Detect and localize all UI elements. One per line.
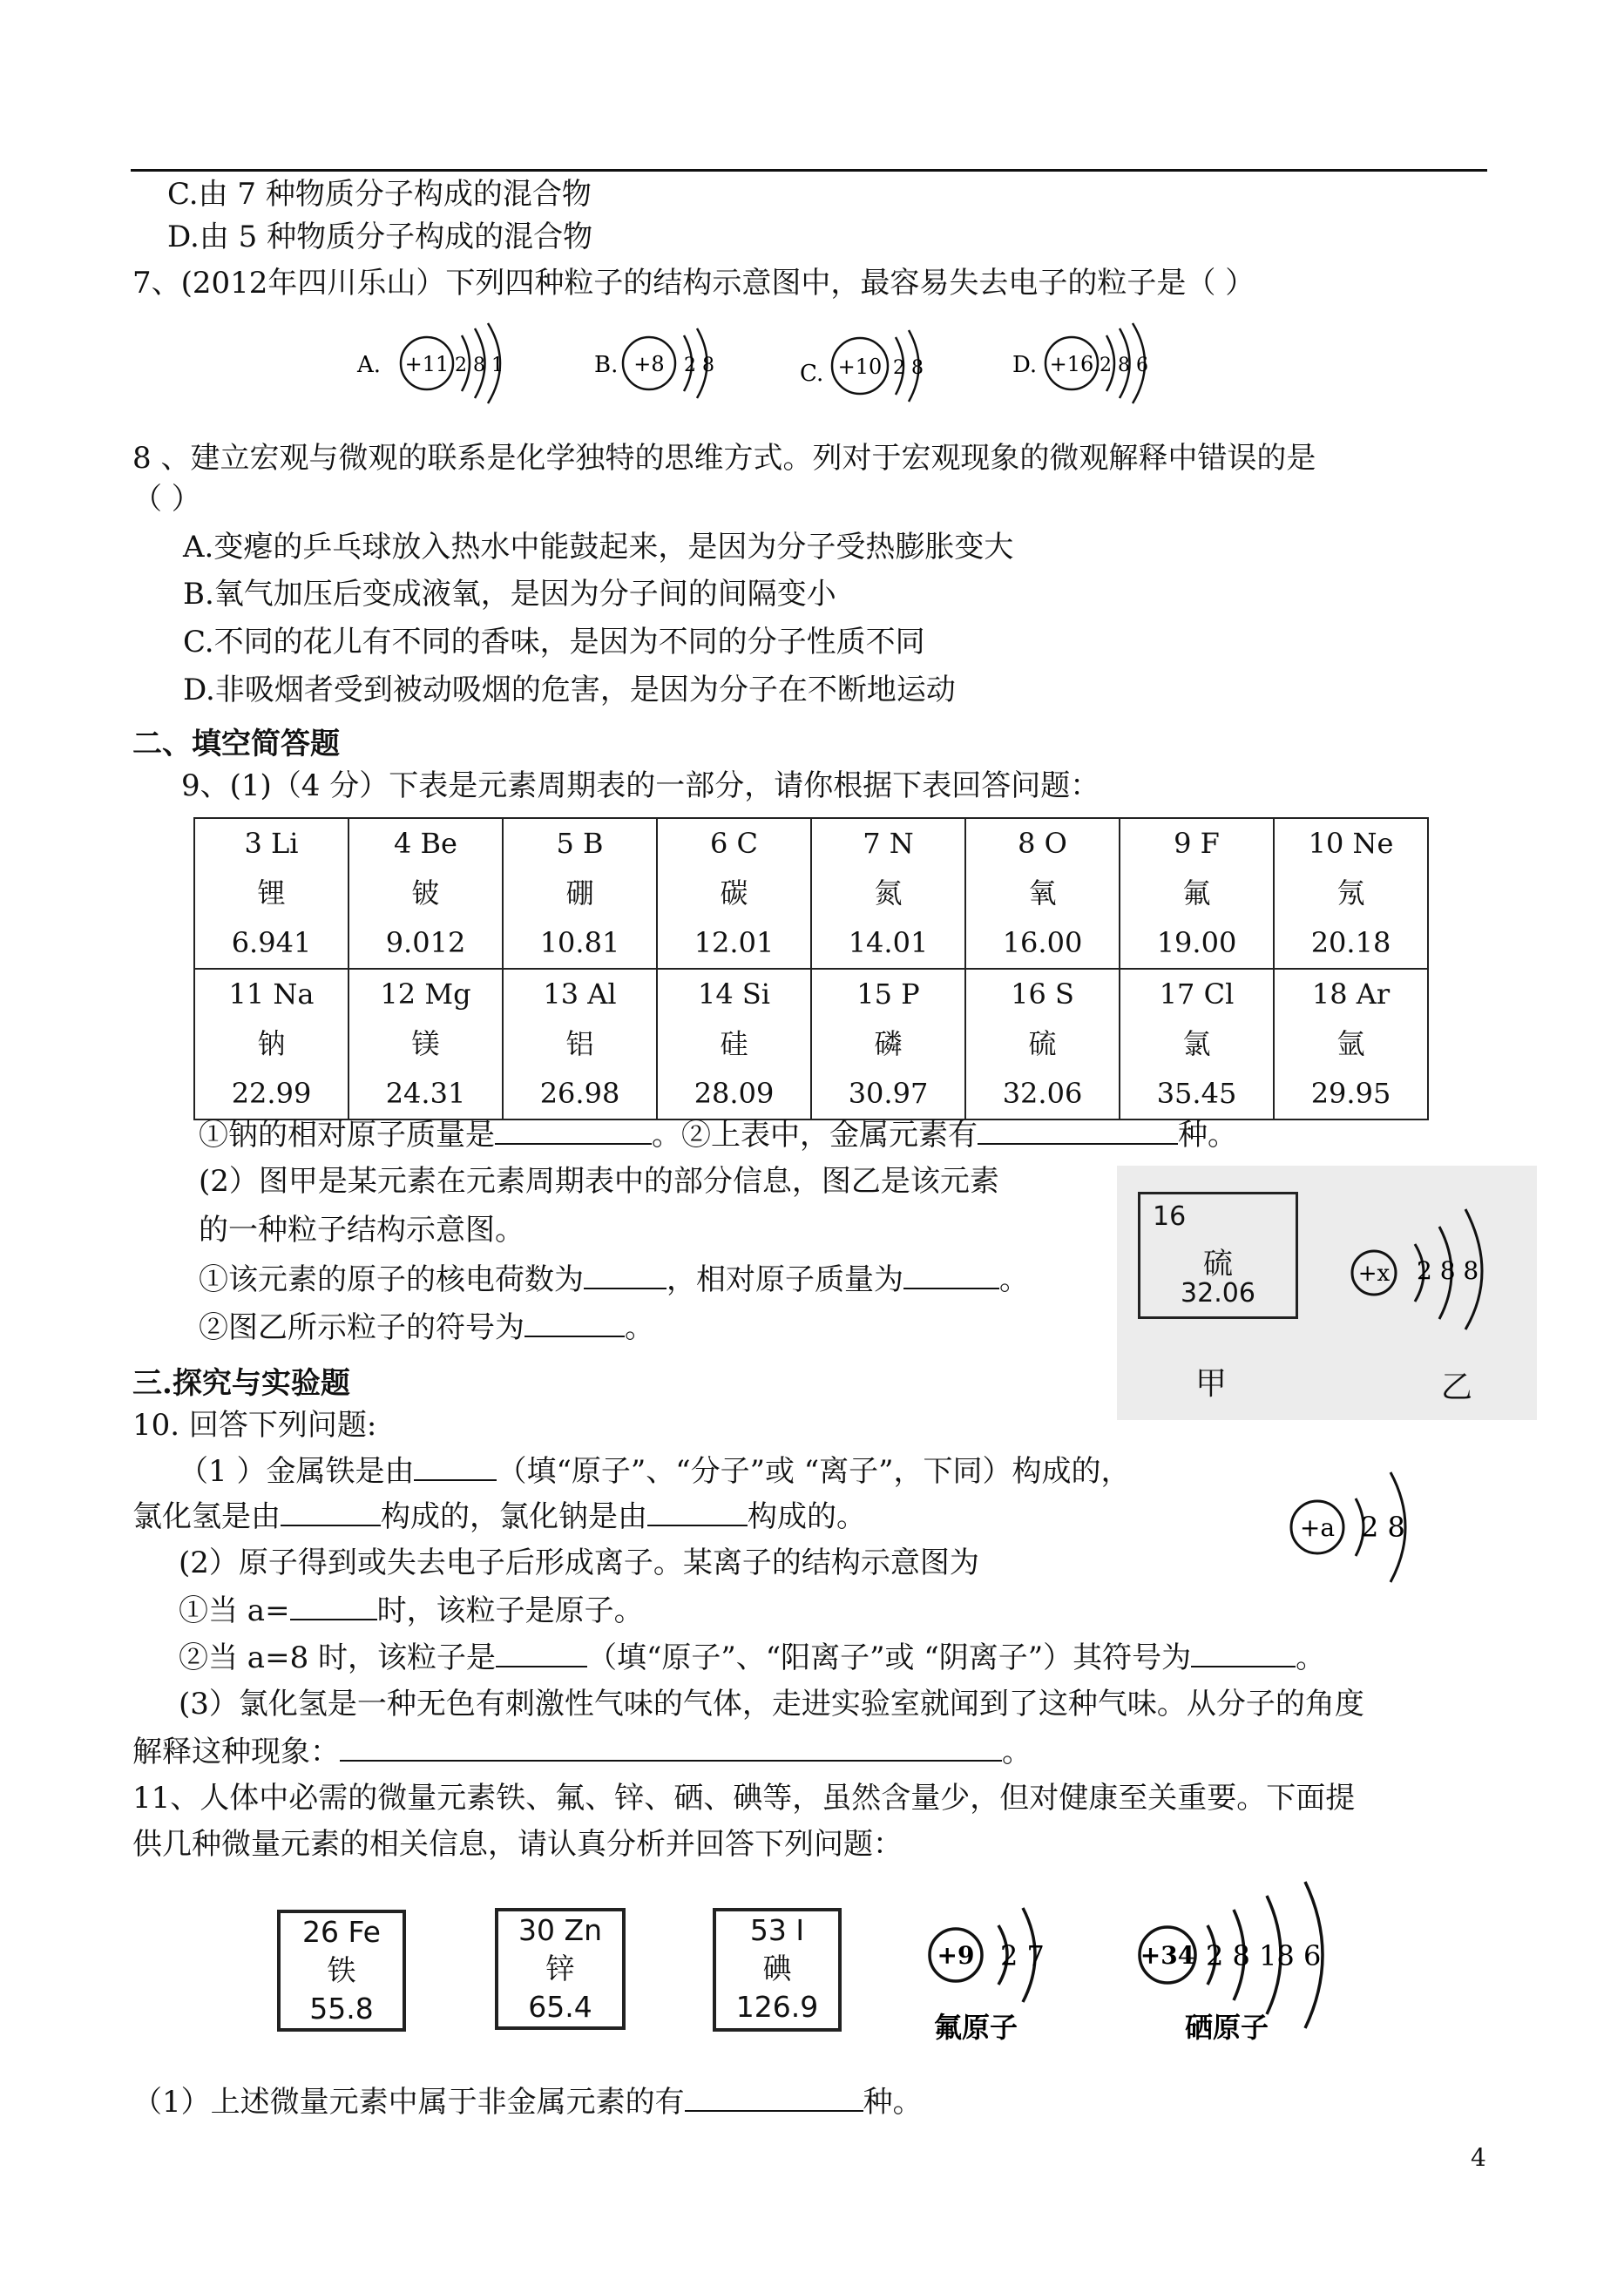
yi-diagram bbox=[1335, 1183, 1535, 1331]
zn-tile bbox=[495, 1908, 626, 2030]
q7-option-a[interactable] bbox=[356, 323, 504, 403]
section-2-heading: 二、填空简答题 bbox=[132, 727, 340, 761]
q11-line1: 11、人体中必需的微量元素铁、氟、锌、硒、碘等，虽然含量少，但对健康至关重要。下面提 bbox=[132, 1781, 1356, 1816]
q9-part2-line1: (2）图甲是某元素在元素周期表中的部分信息，图乙是该元素 bbox=[199, 1164, 999, 1199]
q10-p2b: ②当 a=8 时，该粒子是 （填“原子”、“阳离子”或 “阴离子”）其符号为 。 bbox=[179, 1640, 1326, 1675]
q8-stem-paren: （ ） bbox=[132, 482, 201, 517]
i-top: 53 I bbox=[749, 1913, 805, 1947]
q6-option-c: C.由 7 种物质分子构成的混合物 bbox=[167, 177, 592, 212]
zn-mass: 65.4 bbox=[528, 1990, 592, 2024]
q10-ion-symbol-blank[interactable] bbox=[1191, 1640, 1296, 1667]
q8-option-c: C.不同的花儿有不同的香味，是因为不同的分子性质不同 bbox=[183, 625, 925, 659]
q7-option-c[interactable] bbox=[800, 330, 924, 402]
q9-qb: ②图乙所示粒子的符号为 。 bbox=[199, 1310, 654, 1345]
q10-ion-diagram bbox=[1281, 1462, 1429, 1593]
q9-metal-count-blank[interactable] bbox=[978, 1117, 1178, 1145]
periodic-table-row bbox=[194, 969, 1428, 1119]
q7-option-a-nucleus: +11 bbox=[404, 352, 450, 376]
header-rule bbox=[131, 169, 1487, 172]
q7-option-b-nucleus: +8 bbox=[633, 352, 665, 376]
q10-intro: 10. 回答下列问题: bbox=[132, 1408, 377, 1443]
element-cell: 3 Li 锂 6.941 bbox=[194, 818, 348, 969]
q9-sub1: ①钠的相对原子质量是 。②上表中，金属元素有 种。 bbox=[199, 1118, 1237, 1153]
q7-option-c-shells: 2 8 bbox=[893, 357, 924, 379]
selenium-nucleus: +34 bbox=[1140, 1941, 1195, 1970]
page-number: 4 bbox=[1471, 2143, 1486, 2172]
q10-p1: （1 ）金属铁是由 （填“原子”、“分子”或 “离子”，下同）构成的， bbox=[179, 1454, 1131, 1489]
q7-option-d[interactable] bbox=[1012, 323, 1148, 403]
q9-figure bbox=[1117, 1166, 1537, 1420]
q7-diagrams bbox=[340, 318, 1194, 414]
q9-charge-blank[interactable] bbox=[584, 1261, 667, 1289]
i-mass: 126.9 bbox=[735, 1990, 819, 2024]
element-cell: 6 C 碳 12.01 bbox=[657, 818, 811, 969]
jia-mass: 32.06 bbox=[1181, 1278, 1255, 1309]
fe-name: 铁 bbox=[327, 1953, 356, 1987]
element-cell: 4 Be 铍 9.012 bbox=[348, 818, 503, 969]
q7-option-b-letter: B. bbox=[594, 352, 619, 378]
section-3-heading: 三.探究与实验题 bbox=[132, 1366, 350, 1401]
element-cell: 9 F 氟 19.00 bbox=[1120, 818, 1274, 969]
yi-caption: 乙 bbox=[1441, 1370, 1473, 1405]
zn-top: 30 Zn bbox=[518, 1913, 602, 1947]
i-name: 碘 bbox=[762, 1951, 792, 1985]
q7-option-d-shells: 2 8 6 bbox=[1100, 355, 1148, 376]
jia-number: 16 bbox=[1153, 1201, 1187, 1232]
fluorine-nucleus: +9 bbox=[937, 1941, 975, 1970]
fluorine-diagram bbox=[917, 1882, 1073, 2047]
yi-shells: 2 8 8 bbox=[1417, 1256, 1479, 1285]
q10-p2a: ①当 a= 时，该粒子是原子。 bbox=[179, 1593, 644, 1628]
q10-p3b: 解释这种现象： 。 bbox=[132, 1735, 1032, 1769]
q7-option-b-shells: 2 8 bbox=[684, 355, 714, 376]
element-cell: 17 Cl 氯 35.45 bbox=[1120, 969, 1274, 1119]
jia-name: 硫 bbox=[1203, 1247, 1233, 1282]
element-cell: 14 Si 硅 28.09 bbox=[657, 969, 811, 1119]
selenium-diagram bbox=[1131, 1871, 1375, 2046]
fe-top: 26 Fe bbox=[302, 1915, 381, 1949]
fe-mass: 55.8 bbox=[309, 1992, 374, 2026]
ion-nucleus: +a bbox=[1299, 1513, 1336, 1542]
element-cell: 5 B 硼 10.81 bbox=[503, 818, 657, 969]
periodic-table bbox=[193, 817, 1429, 1120]
q11-nonmetal-count-blank[interactable] bbox=[685, 2084, 863, 2112]
q10-explain-blank[interactable] bbox=[340, 1734, 1002, 1762]
q9-qa: ①该元素的原子的核电荷数为 ，相对原子质量为 。 bbox=[199, 1262, 1029, 1297]
q8-option-a: A.变瘪的乒乓球放入热水中能鼓起来，是因为分子受热膨胀变大 bbox=[183, 530, 1014, 565]
q10-iron-blank[interactable] bbox=[414, 1453, 497, 1481]
q10-p1-cont: 氯化氢是由 构成的，氯化钠是由 构成的。 bbox=[132, 1499, 866, 1534]
element-cell: 8 O 氧 16.00 bbox=[965, 818, 1120, 969]
q9-symbol-blank[interactable] bbox=[524, 1309, 625, 1337]
q7-stem: 7、(2012年四川乐山）下列四种粒子的结构示意图中，最容易失去电子的粒子是（ ） bbox=[132, 266, 1255, 301]
q9-sodium-mass-blank[interactable] bbox=[495, 1117, 652, 1145]
q10-hcl-blank[interactable] bbox=[281, 1498, 381, 1526]
element-cell: 10 Ne 氖 20.18 bbox=[1274, 818, 1428, 969]
i-tile bbox=[713, 1908, 842, 2032]
fe-tile bbox=[277, 1910, 406, 2032]
ion-shells: 2 8 bbox=[1361, 1511, 1405, 1544]
element-cell: 12 Mg 镁 24.31 bbox=[348, 969, 503, 1119]
q7-option-a-shells: 2 8 1 bbox=[455, 355, 504, 376]
zn-name: 锌 bbox=[545, 1951, 575, 1985]
fluorine-caption: 氟原子 bbox=[934, 2011, 1018, 2044]
q10-p3a: (3）氯化氢是一种无色有刺激性气味的气体，走进实验室就闻到了这种气味。从分子的角度 bbox=[179, 1687, 1364, 1721]
yi-nucleus: +x bbox=[1357, 1261, 1391, 1287]
selenium-caption: 硒原子 bbox=[1185, 2011, 1269, 2044]
q8-option-b: B.氧气加压后变成液氧，是因为分子间的间隔变小 bbox=[183, 577, 836, 612]
jia-tile bbox=[1138, 1192, 1298, 1319]
q7-option-b[interactable] bbox=[594, 328, 714, 398]
element-cell: 11 Na 钠 22.99 bbox=[194, 969, 348, 1119]
periodic-table-row bbox=[194, 818, 1428, 969]
q7-option-a-letter: A. bbox=[357, 352, 382, 378]
q9-mass-blank[interactable] bbox=[903, 1261, 999, 1289]
q10-a-blank[interactable] bbox=[290, 1593, 377, 1620]
element-cell: 16 S 硫 32.06 bbox=[965, 969, 1120, 1119]
element-cell: 15 P 磷 30.97 bbox=[811, 969, 965, 1119]
q10-p2: (2）原子得到或失去电子后形成离子。某离子的结构示意图为 bbox=[179, 1546, 979, 1580]
q11-sub1: （1）上述微量元素中属于非金属元素的有 种。 bbox=[132, 2085, 923, 2120]
element-cell: 18 Ar 氩 29.95 bbox=[1274, 969, 1428, 1119]
selenium-shells: 2 8 18 6 bbox=[1206, 1939, 1322, 1972]
jia-caption: 甲 bbox=[1195, 1366, 1228, 1402]
q8-option-d: D.非吸烟者受到被动吸烟的危害，是因为分子在不断地运动 bbox=[183, 673, 956, 707]
q8-stem: 8 、建立宏观与微观的联系是化学独特的思维方式。列对于宏观现象的微观解释中错误的是 bbox=[132, 441, 1316, 476]
q9-part2-line2: 的一种粒子结构示意图。 bbox=[199, 1213, 524, 1248]
q10-nacl-blank[interactable] bbox=[647, 1498, 748, 1526]
element-cell: 13 Al 铝 26.98 bbox=[503, 969, 657, 1119]
q11-line2: 供几种微量元素的相关信息，请认真分析并回答下列问题： bbox=[132, 1827, 903, 1862]
q10-particle-type-blank[interactable] bbox=[496, 1640, 587, 1667]
q7-option-d-nucleus: +16 bbox=[1049, 352, 1094, 376]
q7-option-d-letter: D. bbox=[1012, 352, 1038, 378]
q7-option-c-letter: C. bbox=[800, 361, 824, 387]
element-cell: 7 N 氮 14.01 bbox=[811, 818, 965, 969]
q6-option-d: D.由 5 种物质分子构成的混合物 bbox=[167, 220, 593, 254]
q7-option-c-nucleus: +10 bbox=[837, 355, 883, 379]
q9-intro: 9、(1)（4 分）下表是元素周期表的一部分，请你根据下表回答问题： bbox=[181, 768, 1100, 803]
fluorine-shells: 2 7 bbox=[1000, 1939, 1045, 1972]
